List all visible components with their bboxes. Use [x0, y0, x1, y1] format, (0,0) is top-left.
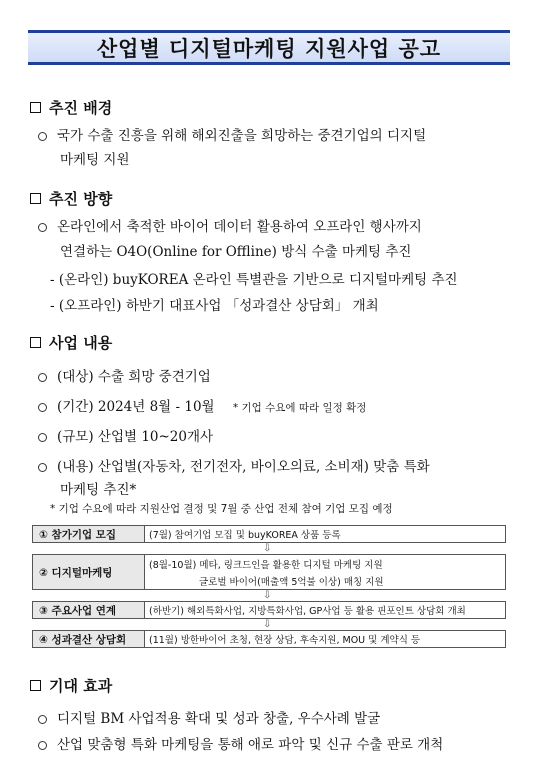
- section-heading-effect: 기대 효과: [30, 675, 112, 696]
- circle-bullet-icon: [38, 223, 47, 232]
- content-scale: (규모) 산업별 10~20개사: [38, 425, 213, 445]
- process-row-label: ① 참가기업 모집: [33, 526, 145, 542]
- circle-bullet-icon: [38, 741, 47, 750]
- direction-sub-online: - (온라인) buyKOREA 온라인 특별관을 기반으로 디지털마케팅 추진: [50, 272, 458, 288]
- down-arrow-icon: ⇩: [263, 543, 272, 554]
- process-row-value: (하반기) 해외특화사업, 지방특화사업, GP사업 등 활용 핀포인트 상담회 개최: [149, 606, 466, 617]
- square-bullet-icon: [30, 102, 41, 113]
- process-row-value: (11월) 방한바이어 초청, 현장 상담, 후속지원, MOU 및 계약식 등: [149, 635, 421, 646]
- circle-bullet-icon: [38, 433, 47, 442]
- process-row-label: ④ 성과결산 상담회: [33, 631, 145, 647]
- effect-item-2: 산업 맞춤형 특화 마케팅을 통해 애로 파악 및 신규 수출 판로 개척: [38, 733, 443, 753]
- content-detail-note: * 기업 수요에 따라 지원산업 결정 및 7월 중 산업 전체 참여 기업 모집 예정: [50, 503, 393, 515]
- process-row-2: [32, 554, 506, 590]
- direction-item-1-cont: 연결하는 O4O(Online for Offline) 방식 수출 마케팅 추진: [60, 244, 412, 260]
- square-bullet-icon: [30, 680, 41, 691]
- circle-bullet-icon: [38, 715, 47, 724]
- section-heading-background: 추진 배경: [30, 97, 112, 118]
- circle-bullet-icon: [38, 132, 47, 141]
- square-bullet-icon: [30, 337, 41, 348]
- section-heading-content: 사업 내용: [30, 332, 112, 353]
- process-row-value: (8월-10월) 메타, 링크드인을 활용한 디지털 마케팅 지원 글로벌 바이어(매출액 5억불 이상) 매칭 지원: [149, 559, 384, 588]
- title-banner: [28, 30, 510, 65]
- period-note: * 기업 수요에 따라 일정 확정: [232, 402, 367, 414]
- background-item-1-cont: 마케팅 지원: [60, 152, 130, 168]
- process-row-label: ② 디지털마케팅: [33, 555, 145, 589]
- process-row-label: ③ 주요사업 연계: [33, 602, 145, 618]
- section-heading-direction: 추진 방향: [30, 188, 112, 209]
- down-arrow-icon: ⇩: [263, 619, 272, 630]
- circle-bullet-icon: [38, 463, 47, 472]
- down-arrow-icon: ⇩: [263, 590, 272, 601]
- process-row-value: (7월) 참여기업 모집 및 buyKOREA 상품 등록: [149, 530, 341, 541]
- content-period: (기간) 2024년 8월 - 10월 * 기업 수요에 따라 일정 확정: [38, 395, 366, 415]
- effect-item-1: 디지털 BM 사업적용 확대 및 성과 창출, 우수사례 발굴: [38, 707, 380, 727]
- content-detail: (내용) 산업별(자동차, 전기전자, 바이오의료, 소비재) 맞춤 특화: [38, 455, 430, 475]
- page-title: 산업별 디지털마케팅 지원사업 공고: [96, 36, 442, 61]
- circle-bullet-icon: [38, 373, 47, 382]
- content-target: (대상) 수출 희망 중견기업: [38, 365, 211, 385]
- direction-sub-offline: - (오프라인) 하반기 대표사업 「성과결산 상담회」 개최: [50, 298, 379, 314]
- direction-item-1: 온라인에서 축적한 바이어 데이터 활용하여 오프라인 행사까지: [38, 215, 422, 235]
- background-item-1: 국가 수출 진흥을 위해 해외진출을 희망하는 중견기업의 디지털: [38, 124, 426, 144]
- process-row-3: [32, 601, 506, 619]
- content-detail-cont: 마케팅 추진*: [60, 482, 137, 498]
- process-row-4: [32, 630, 506, 648]
- circle-bullet-icon: [38, 403, 47, 412]
- process-row-1: [32, 525, 506, 543]
- square-bullet-icon: [30, 193, 41, 204]
